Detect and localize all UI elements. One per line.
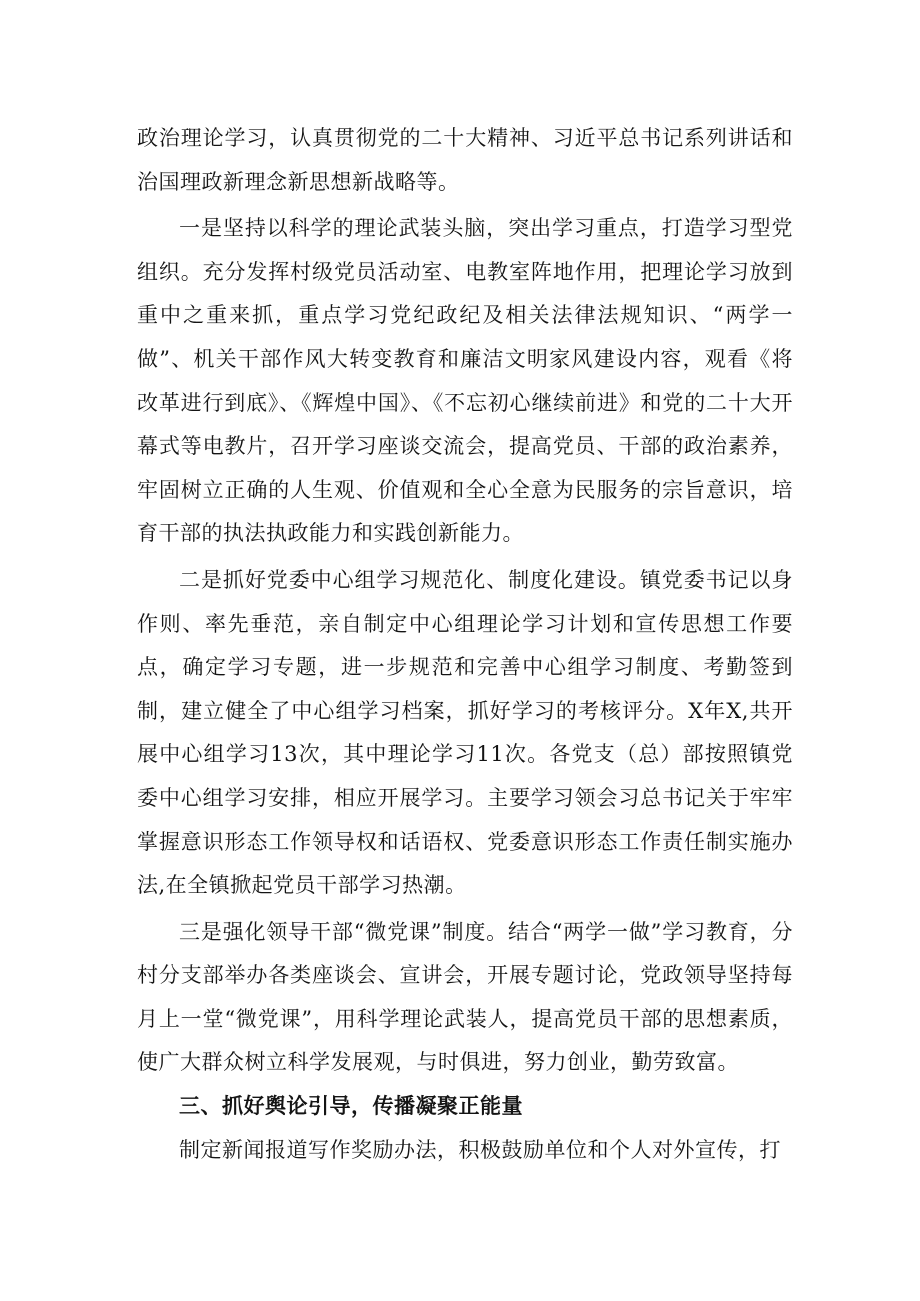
paragraph-point-three: 三是强化领导干部“微党课”制度。结合“两学一做”学习教育，分村分支部举办各类座谈会、宣讲会，开展专题讨论，党政领导坚持每月上一堂“微党课”，用科学理论武装人，提高党员干部的思想素质，使广大群众树立科学发展观，与时俱进，努力创业，勤劳致富。 [137,919,793,1075]
paragraph-point-two: 二是抓好党委中心组学习规范化、制度化建设。镇党委书记以身作则、率先垂范，亲自制定中心组理论学习计划和宣传思想工作要点，确定学习专题，进一步规范和完善中心组学习制度、考勤签到制，建立健全了中心组学习档案，抓好学习的考核评分。X年X,共开展中心组学习13次，其中理论学习11次。各党支（总）部按照镇党委中心组学习安排，相应开展学习。主要学习领会习总书记关于牢牢掌握意识形态工作领导权和话语权、党委意识形态工作责任制实施办法,在全镇掀起党员干部学习热潮。 [137,567,793,898]
document-body [137,117,793,1172]
paragraph-section-three-start: 制定新闻报道写作奖励办法，积极鼓励单位和个人对外宣传，打 [179,1137,781,1162]
paragraph-intro: 政治理论学习，认真贯彻党的二十大精神、习近平总书记系列讲话和治国理政新理念新思想新战略等。 [137,126,793,194]
paragraph-point-one: 一是坚持以科学的理论武装头脑，突出学习重点，打造学习型党组织。充分发挥村级党员活动室、电教室阵地作用，把理论学习放到重中之重来抓，重点学习党纪政纪及相关法律法规知识、“两学一做”、机关干部作风大转变教育和廉洁文明家风建设内容，观看《将改革进行到底》、《辉煌中国》、《不忘初心继续前进》和党的二十大开幕式等电教片，召开学习座谈交流会，提高党员、干部的政治素养，牢固树立正确的人生观、价值观和全心全意为民服务的宗旨意识，培育干部的执法执政能力和实践创新能力。 [137,216,793,546]
section-heading: 三、抓好舆论引导，传播凝聚正能量 [179,1094,523,1119]
